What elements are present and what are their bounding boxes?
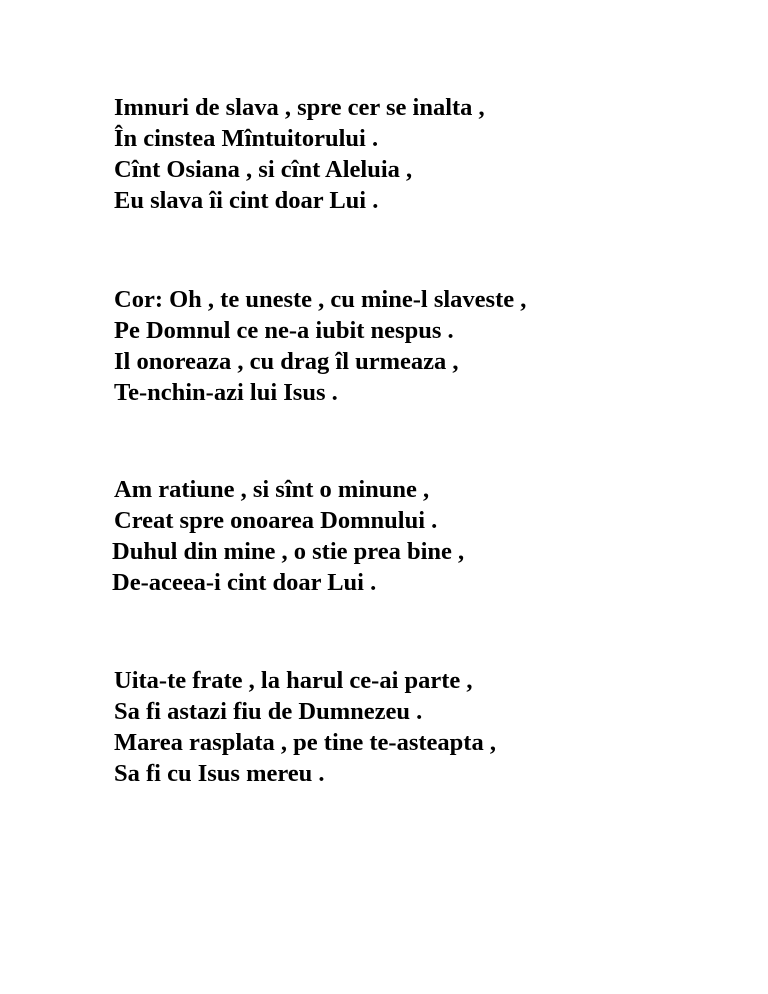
stanza-line: De-aceea-i cint doar Lui . — [112, 569, 377, 596]
stanza-line: Te-nchin-azi lui Isus . — [114, 379, 338, 406]
stanza-line: Eu slava îi cint doar Lui . — [114, 187, 379, 214]
stanza-line: Duhul din mine , o stie prea bine , — [112, 538, 465, 565]
stanza-3 — [114, 474, 734, 598]
stanza-4 — [114, 665, 734, 789]
stanza-line: Cor: Oh , te uneste , cu mine-l slaveste , — [114, 286, 527, 313]
stanza-line: Uita-te frate , la harul ce-ai parte , — [114, 667, 473, 694]
stanza-line: Pe Domnul ce ne-a iubit nespus . — [114, 317, 454, 344]
stanza-1 — [114, 92, 734, 216]
stanza-line: Sa fi cu Isus mereu . — [114, 760, 325, 787]
stanza-line: Am ratiune , si sînt o minune , — [114, 476, 430, 503]
stanza-2-chorus — [114, 284, 734, 408]
stanza-line: Imnuri de slava , spre cer se inalta , — [114, 94, 485, 121]
stanza-line: În cinstea Mîntuitorului . — [114, 125, 379, 152]
stanza-line: Il onoreaza , cu drag îl urmeaza , — [114, 348, 459, 375]
stanza-line: Marea rasplata , pe tine te-asteapta , — [114, 729, 496, 756]
stanza-line: Sa fi astazi fiu de Dumnezeu . — [114, 698, 423, 725]
stanza-line: Cînt Osiana , si cînt Aleluia , — [114, 156, 413, 183]
stanza-line: Creat spre onoarea Domnului . — [114, 507, 438, 534]
